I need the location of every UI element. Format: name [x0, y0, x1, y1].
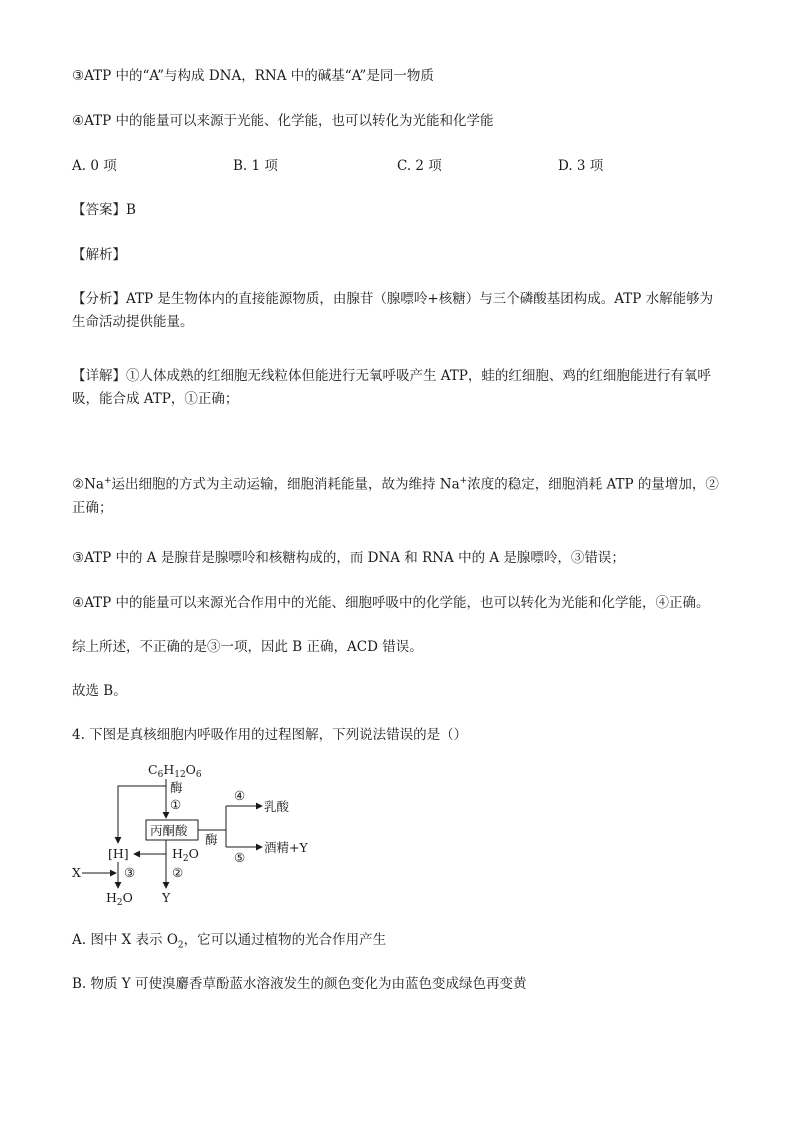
- statement-3-prev: ③ATP 中的“A”与构成 DNA，RNA 中的碱基“A”是同一物质: [72, 68, 434, 84]
- answer-tag: 【答案】: [72, 202, 126, 218]
- step-1-label: ①: [170, 797, 182, 812]
- step-4-label: ④: [234, 788, 246, 803]
- respiration-diagram: [72, 760, 332, 910]
- option-b: B. 物质 Y 可使溴麝香草酚蓝水溶液发生的颜色变化为由蓝色变成绿色再变黄: [72, 976, 527, 992]
- detail-2-paragraph: [72, 470, 722, 520]
- fenxi-tag: 【分析】: [72, 291, 126, 307]
- option-d-prev: D. 3 项: [558, 158, 604, 174]
- detail-4: ④ATP 中的能量可以来源光合作用中的光能、细胞呼吸中的化学能，也可以转化为光能和化学能，④正确。: [72, 595, 710, 611]
- step-2-label: ②: [172, 865, 184, 880]
- enzyme-1-label: 酶: [170, 780, 183, 795]
- pyruvate-label: 丙酮酸: [150, 823, 188, 838]
- detail-2-part3: 浓度的稳定，细胞消耗 ATP 的量增加，②正确；: [72, 476, 719, 516]
- x-label: X: [72, 865, 81, 880]
- y-label: Y: [162, 890, 171, 905]
- detail-3: ③ATP 中的 A 是腺苷是腺嘌呤和核糖构成的，而 DNA 和 RNA 中的 A 是腺嘌呤，③错误；: [72, 550, 625, 566]
- option-c-prev: C. 2 项: [397, 158, 442, 174]
- option-a-sub: 2: [177, 940, 184, 951]
- step-5-label: ⑤: [234, 850, 246, 865]
- option-b-prev: B. 1 项: [233, 158, 278, 174]
- glucose-label: $C_6H_{12}O_6$: [148, 762, 202, 780]
- question-4: 4. 下图是真核细胞内呼吸作用的过程图解，下列说法错误的是（）: [72, 727, 468, 743]
- lactic-acid-label: 乳酸: [264, 799, 290, 814]
- option-a-part2: ，它可以通过植物的光合作用产生: [183, 932, 387, 948]
- statement-4-prev: ④ATP 中的能量可以来源于光能、化学能，也可以转化为光能和化学能: [72, 113, 494, 129]
- fenxi-text: ATP 是生物体内的直接能源物质，由腺苷（腺嘌呤+核糖）与三个磷酸基团构成。ATP 水解能够为生命活动提供能量。: [72, 291, 714, 330]
- option-a-prev: A. 0 项: [72, 158, 117, 174]
- answer-value: B: [126, 202, 136, 218]
- h-label: [H]: [108, 846, 129, 861]
- choose: 故选 B。: [72, 683, 127, 699]
- xiangjie-text: ①人体成熟的红细胞无线粒体但能进行无氧呼吸产生 ATP，蛙的红细胞、鸡的红细胞能进行有氧呼吸，能合成 ATP，①正确；: [72, 368, 711, 407]
- fenxi-paragraph: [72, 288, 722, 334]
- h2o-output-label: $H_2O$: [106, 890, 133, 908]
- h2o-input-label: $H_2O$: [172, 846, 199, 864]
- option-a: [72, 930, 386, 956]
- option-a-part1: A. 图中 X 表示 O: [72, 932, 178, 948]
- answer-line: [72, 200, 136, 220]
- detail-2-part1: ②Na: [72, 476, 104, 493]
- step-3-label: ③: [124, 865, 136, 880]
- analysis-tag: 【解析】: [72, 247, 126, 263]
- detail-2-sup1: +: [103, 476, 112, 486]
- enzyme-2-label: 酶: [205, 832, 218, 847]
- alcohol-y-label: 酒精+Y: [264, 840, 308, 855]
- detail-2-part2: 运出细胞的方式为主动运输，细胞消耗能量，故为维持 Na: [111, 476, 460, 493]
- detail-2-sup2: +: [459, 476, 468, 486]
- xiangjie-paragraph: [72, 365, 722, 411]
- xiangjie-tag: 【详解】: [72, 368, 126, 384]
- summary: 综上所述，不正确的是③一项，因此 B 正确，ACD 错误。: [72, 639, 423, 655]
